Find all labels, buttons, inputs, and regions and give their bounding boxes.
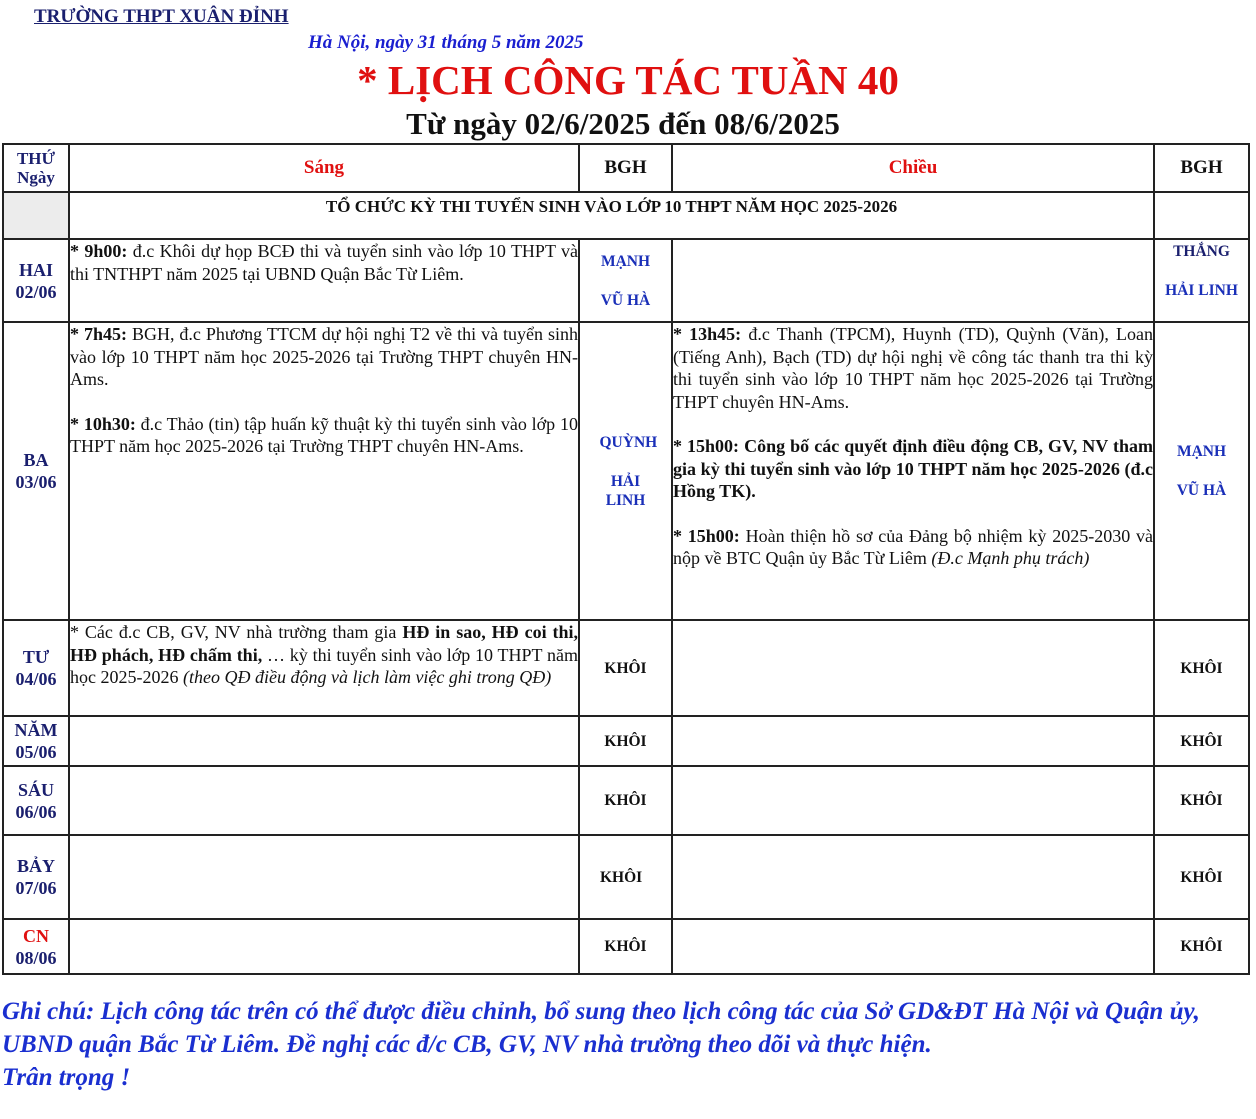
footnote xyxy=(2,995,1252,1094)
event-time: * 13h45: xyxy=(673,324,742,344)
bgh-name: MẠNH xyxy=(600,252,651,270)
event-text: … kỳ thi tuyển sinh vào lớp 10 THPT năm học 2025-2026 xyxy=(70,644,578,687)
banner-day-cell xyxy=(3,192,69,239)
bgh-morning-cell: KHÔI xyxy=(579,716,672,766)
banner-bgh-cell xyxy=(1154,192,1249,239)
bgh-name: MẠNH xyxy=(1176,443,1227,460)
afternoon-cell xyxy=(672,716,1154,766)
header-day xyxy=(3,144,69,192)
morning-cell xyxy=(69,239,579,322)
afternoon-cell xyxy=(672,620,1154,716)
day-name: BẢY xyxy=(16,856,55,876)
schedule-table xyxy=(2,143,1250,975)
bgh-name: THẮNG xyxy=(1173,243,1230,260)
day-name: CN xyxy=(23,925,49,946)
table-row xyxy=(3,919,1249,974)
bgh-morning-cell: KHÔI xyxy=(579,919,672,974)
bgh-morning-cell xyxy=(579,239,672,322)
bgh-name: VŨ HÀ xyxy=(1176,482,1227,499)
event-text: đ.c Khôi dự họp BCĐ thi và tuyển sinh vào lớp 10 THPT và thi TNTHPT năm 2025 tại UBND Quận Bắc Từ Liêm. xyxy=(70,241,578,284)
event-time: * 7h45: xyxy=(70,324,127,344)
event-note: (Đ.c Mạnh phụ trách) xyxy=(931,548,1090,568)
morning-cell xyxy=(69,620,579,716)
event-text: đ.c Thảo (tin) tập huấn kỹ thuật kỳ thi tuyển sinh vào lớp 10 THPT năm học 2025-2026 tại Trường THPT chuyên HN-Ams. xyxy=(70,413,578,456)
page-title: * LỊCH CÔNG TÁC TUẦN 40 xyxy=(357,57,899,103)
morning-cell xyxy=(69,766,579,835)
day-date: 06/06 xyxy=(15,801,57,822)
event-text: * Các đ.c CB, GV, NV nhà trường tham gia xyxy=(70,622,403,642)
event-item xyxy=(673,525,1153,570)
bgh-name: QUỲNH xyxy=(599,433,658,451)
header-day-label: THỨ xyxy=(16,149,56,168)
school-name: TRƯỜNG THPT XUÂN ĐỈNH xyxy=(34,6,289,27)
day-name: BA xyxy=(23,450,49,470)
day-name: TƯ xyxy=(22,647,50,667)
bgh-afternoon-cell: KHÔI xyxy=(1154,716,1249,766)
afternoon-cell xyxy=(672,239,1154,322)
bgh-afternoon-cell: KHÔI xyxy=(1154,766,1249,835)
header-morning: Sáng xyxy=(69,144,579,192)
day-cell xyxy=(3,322,69,620)
table-row xyxy=(3,766,1249,835)
day-cell xyxy=(3,835,69,919)
bgh-afternoon-cell xyxy=(1154,239,1249,322)
event-text: Hoàn thiện hồ sơ của Đảng bộ nhiệm kỳ 2025-2030 và nộp về BTC Quận ủy Bắc Từ Liêm xyxy=(673,525,1153,568)
day-cell xyxy=(3,239,69,322)
bgh-morning-cell: KHÔI xyxy=(579,835,672,919)
bgh-afternoon-cell: KHÔI xyxy=(1154,835,1249,919)
event-text: đ.c Thanh (TPCM), Huynh (TD), Quỳnh (Văn), Loan (Tiếng Anh), Bạch (TD) dự hội nghị về công tác thanh tra thi kỳ thi tuyển sinh vào lớp 10 THPT năm học 2025-2026 tại Trường THPT chuyên HN-Ams. xyxy=(673,324,1153,412)
header-afternoon: Chiều xyxy=(672,144,1154,192)
table-row xyxy=(3,322,1249,620)
bgh-afternoon-cell xyxy=(1154,322,1249,620)
day-cell xyxy=(3,919,69,974)
event-item xyxy=(673,323,1153,413)
day-date: 03/06 xyxy=(15,472,57,492)
event-item xyxy=(70,413,578,458)
date-range: Từ ngày 02/6/2025 đến 08/6/2025 xyxy=(406,106,840,141)
event-time: * 9h00: xyxy=(70,241,128,261)
footnote-closing: Trân trọng ! xyxy=(2,1064,131,1091)
bgh-name: VŨ HÀ xyxy=(600,291,651,309)
afternoon-cell xyxy=(672,766,1154,835)
header-bgh-afternoon: BGH xyxy=(1154,144,1249,192)
day-cell xyxy=(3,766,69,835)
day-date: 08/06 xyxy=(15,947,57,968)
morning-cell xyxy=(69,919,579,974)
dateline: Hà Nội, ngày 31 tháng 5 năm 2025 xyxy=(308,32,584,53)
morning-cell xyxy=(69,322,579,620)
bgh-afternoon-cell: KHÔI xyxy=(1154,919,1249,974)
day-date: 02/06 xyxy=(15,281,57,302)
day-date: 04/06 xyxy=(15,669,57,689)
bgh-name: HẢI LINH xyxy=(1165,282,1238,299)
afternoon-cell xyxy=(672,835,1154,919)
banner-text: TỔ CHỨC KỲ THI TUYỂN SINH VÀO LỚP 10 THPT NĂM HỌC 2025-2026 xyxy=(69,192,1154,239)
day-date: 05/06 xyxy=(15,742,57,762)
bgh-morning-cell xyxy=(579,322,672,620)
event-text: BGH, đ.c Phương TTCM dự hội nghị T2 về thi và tuyển sinh vào lớp 10 THPT năm học 2025-2026 tại Trường THPT chuyên HN-Ams. xyxy=(70,324,578,389)
banner-row xyxy=(3,192,1249,239)
footnote-text: Ghi chú: Lịch công tác trên có thể được điều chỉnh, bổ sung theo lịch công tác của Sở GD&ĐT Hà Nội và Quận ủy, UBND quận Bắc Từ Liêm. Đề nghị các đ/c CB, GV, NV nhà trường theo dõi và thực hiện. xyxy=(2,998,1200,1058)
event-item: * 15h00: Công bố các quyết định điều động CB, GV, NV tham gia kỳ thi tuyển sinh vào lớp 10 THPT năm học 2025-2026 (đ.c Hồng TK). xyxy=(673,436,1153,501)
bgh-morning-cell: KHÔI xyxy=(579,620,672,716)
event-item xyxy=(70,323,578,391)
event-time: * 10h30: xyxy=(70,413,136,434)
day-date: 07/06 xyxy=(15,878,57,898)
day-cell xyxy=(3,620,69,716)
event-bold: HĐ in sao, HĐ coi thi, HĐ phách, HĐ chấm thi, xyxy=(70,622,579,665)
table-header-row xyxy=(3,144,1249,192)
morning-cell xyxy=(69,835,579,919)
afternoon-cell xyxy=(672,919,1154,974)
table-row xyxy=(3,716,1249,766)
day-name: NĂM xyxy=(14,720,58,740)
day-cell xyxy=(3,716,69,766)
event-time: * 15h00: xyxy=(673,525,740,546)
bgh-afternoon-cell: KHÔI xyxy=(1154,620,1249,716)
day-name: HAI xyxy=(18,259,53,280)
header-date-label: Ngày xyxy=(17,168,55,187)
event-note: (theo QĐ điều động và lịch làm việc ghi trong QĐ) xyxy=(182,667,552,687)
morning-cell xyxy=(69,716,579,766)
day-name: SÁU xyxy=(17,779,54,800)
bgh-name: HẢI LINH xyxy=(605,472,646,509)
afternoon-cell xyxy=(672,322,1154,620)
table-row xyxy=(3,620,1249,716)
bgh-morning-cell: KHÔI xyxy=(579,766,672,835)
table-row xyxy=(3,835,1249,919)
table-row xyxy=(3,239,1249,322)
header-bgh-morning: BGH xyxy=(579,144,672,192)
